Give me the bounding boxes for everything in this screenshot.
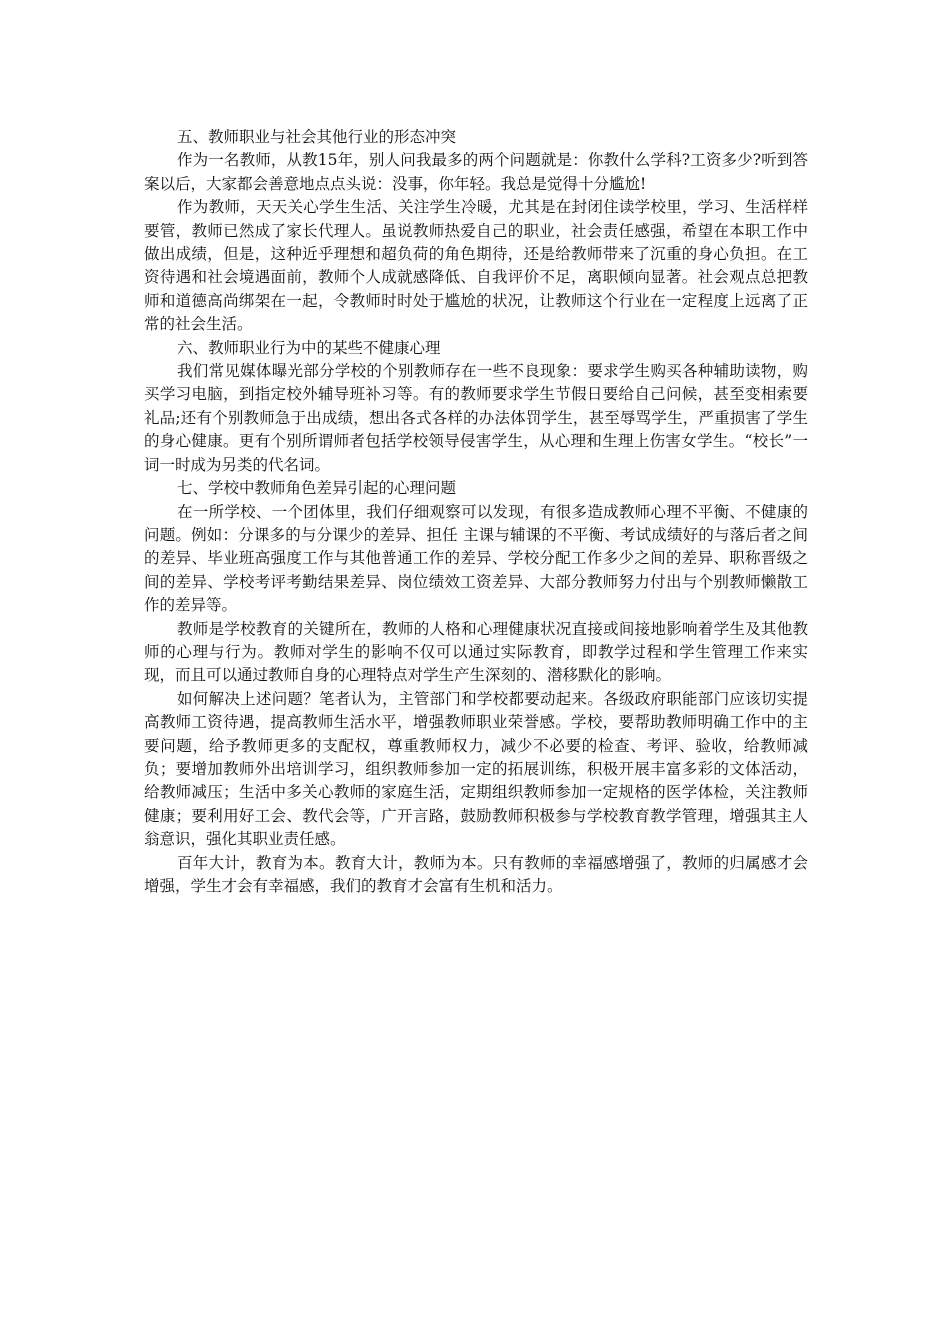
paragraph: 作为一名教师，从教15年，别人问我最多的两个问题就是：你教什么学科?工资多少?听到答案以后，大家都会善意地点点头说：没事，你年轻。我总是觉得十分尴尬! — [144, 151, 808, 193]
paragraph: 教师是学校教育的关键所在，教师的人格和心理健康状况直接或间接地影响着学生及其他教师的心理与行为。教师对学生的影响不仅可以通过实际教育，即教学过程和学生管理工作来实现，而且可以通过教师自身的心理特点对学生产生深刻的、潜移默化的影响。 — [144, 619, 808, 685]
section-heading-7: 七、学校中教师角色差异引起的心理问题 — [177, 479, 457, 498]
paragraph: 作为教师，天天关心学生生活、关注学生冷暖，尤其是在封闭住读学校里，学习、生活样样要管，教师已然成了家长代理人。虽说教师热爱自己的职业，社会责任感强，希望在本职工作中做出成绩，但是，这种近乎理想和超负荷的角色期待，还是给教师带来了沉重的身心负担。在工资待遇和社会境遇面前，教师个人成就感降低、自我评价不足，离职倾向显著。社会观点总把教师和道德高尚绑架在一起，令教师时时处于尴尬的状况，让教师这个行业在一定程度上远离了正常的社会生活。 — [144, 198, 808, 334]
paragraph: 我们常见媒体曝光部分学校的个别教师存在一些不良现象：要求学生购买各种辅助读物，购买学习电脑，到指定校外辅导班补习等。有的教师要求学生节假日要给自己问候，甚至变相索要礼品;还有个别教师急于出成绩，想出各式各样的办法体罚学生，甚至辱骂学生，严重损害了学生的身心健康。更有个别所谓师者包括学校领导侵害学生，从心理和生理上伤害女学生。“校长”一词一时成为另类的代名词。 — [144, 362, 808, 474]
paragraph: 百年大计，教育为本。教育大计，教师为本。只有教师的幸福感增强了，教师的归属感才会增强，学生才会有幸福感，我们的教育才会富有生机和活力。 — [144, 853, 808, 895]
section-heading-5: 五、教师职业与社会其他行业的形态冲突 — [177, 128, 457, 146]
document-body — [144, 126, 808, 898]
paragraph: 在一所学校、一个团体里，我们仔细观察可以发现，有很多造成教师心理不平衡、不健康的问题。例如：分课多的与分课少的差异、担任 主课与辅课的不平衡、考试成绩好的与落后者之间的差异、毕业班高强度工作与其他普通工作的差异、学校分配工作多少之间的差异、职称晋级之间的差异、学校考评考勤结果差异、岗位绩效工资差异、大部分教师努力付出与个别教师懒散工作的差异等。 — [144, 502, 808, 615]
section-heading-6: 六、教师职业行为中的某些不健康心理 — [177, 338, 441, 357]
paragraph: 如何解决上述问题？笔者认为，主管部门和学校都要动起来。各级政府职能部门应该切实提高教师工资待遇，提高教师生活水平，增强教师职业荣誉感。学校，要帮助教师明确工作中的主要问题，给予教师更多的支配权，尊重教师权力，减少不必要的检查、考评、验收，给教师减负；要增加教师外出培训学习，组织教师参加一定的拓展训练，积极开展丰富多彩的文体活动，给教师减压；生活中多关心教师的家庭生活，定期组织教师参加一定规格的医学体检，关注教师健康；要利用好工会、教代会等，广开言路，鼓励教师积极参与学校教育教学管理，增强其主人翁意识，强化其职业责任感。 — [144, 689, 808, 849]
